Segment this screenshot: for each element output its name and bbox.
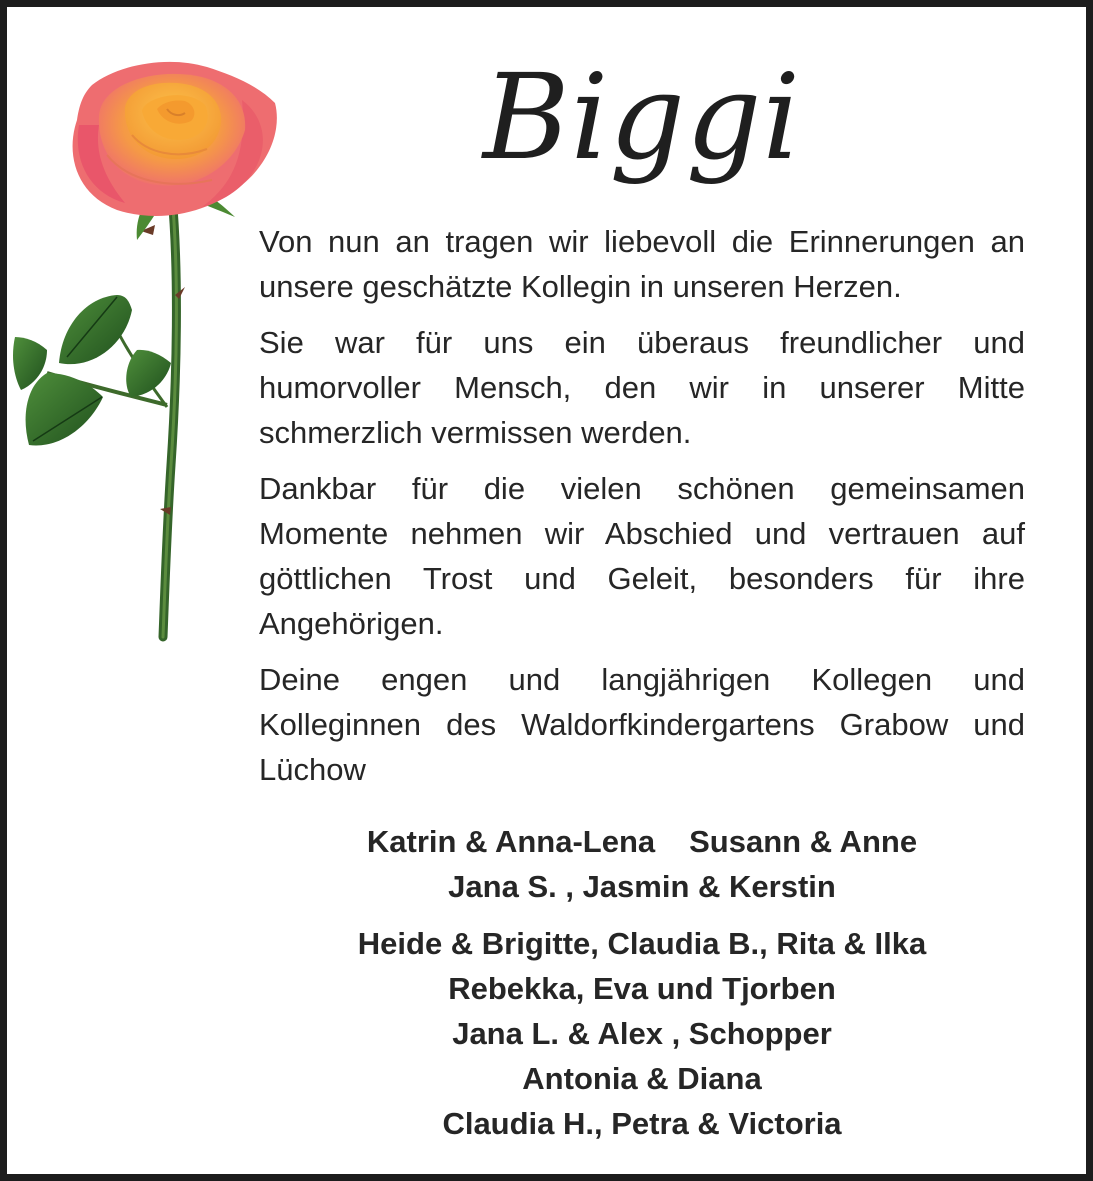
- signature-line: Rebekka, Eva und Tjorben: [448, 971, 836, 1006]
- signature-line: Jana L. & Alex , Schopper: [452, 1016, 832, 1051]
- deceased-name: Biggi: [482, 48, 802, 186]
- signature-list: [257, 819, 1027, 1146]
- paragraph-farewell: Dankbar für die vielen schönen gemeinsamen Momente nehmen wir Abschied und vertrauen auf göttlichen Trost und Geleit, besonders für ihre Angehörigen.: [259, 471, 1025, 641]
- signature-name: Katrin & Anna-Lena: [366, 824, 656, 859]
- paragraph-senders: Deine engen und langjährigen Kollegen und Kolleginnen des Waldorfkindergartens Grabow und Lüchow: [259, 662, 1025, 787]
- signature-group-divider: [257, 909, 1027, 921]
- paragraph-memories: Von nun an tragen wir liebevoll die Erinnerungen an unsere geschätzte Kollegin in unseren Herzen.: [259, 224, 1025, 304]
- signature-name: Susann & Anne: [689, 824, 918, 859]
- signature-line: Jana S. , Jasmin & Kerstin: [448, 869, 836, 904]
- signature-line: Claudia H., Petra & Victoria: [442, 1106, 842, 1141]
- condolence-text: [259, 219, 1025, 803]
- rose-icon: [7, 45, 297, 645]
- signature-line: Antonia & Diana: [522, 1061, 762, 1096]
- signature-line: [257, 819, 1027, 864]
- signature-line: Heide & Brigitte, Claudia B., Rita & Ilka: [357, 926, 927, 961]
- paragraph-character: Sie war für uns ein überaus freundlicher und humorvoller Mensch, den wir in unserer Mitte schmerzlich vermissen werden.: [259, 325, 1025, 450]
